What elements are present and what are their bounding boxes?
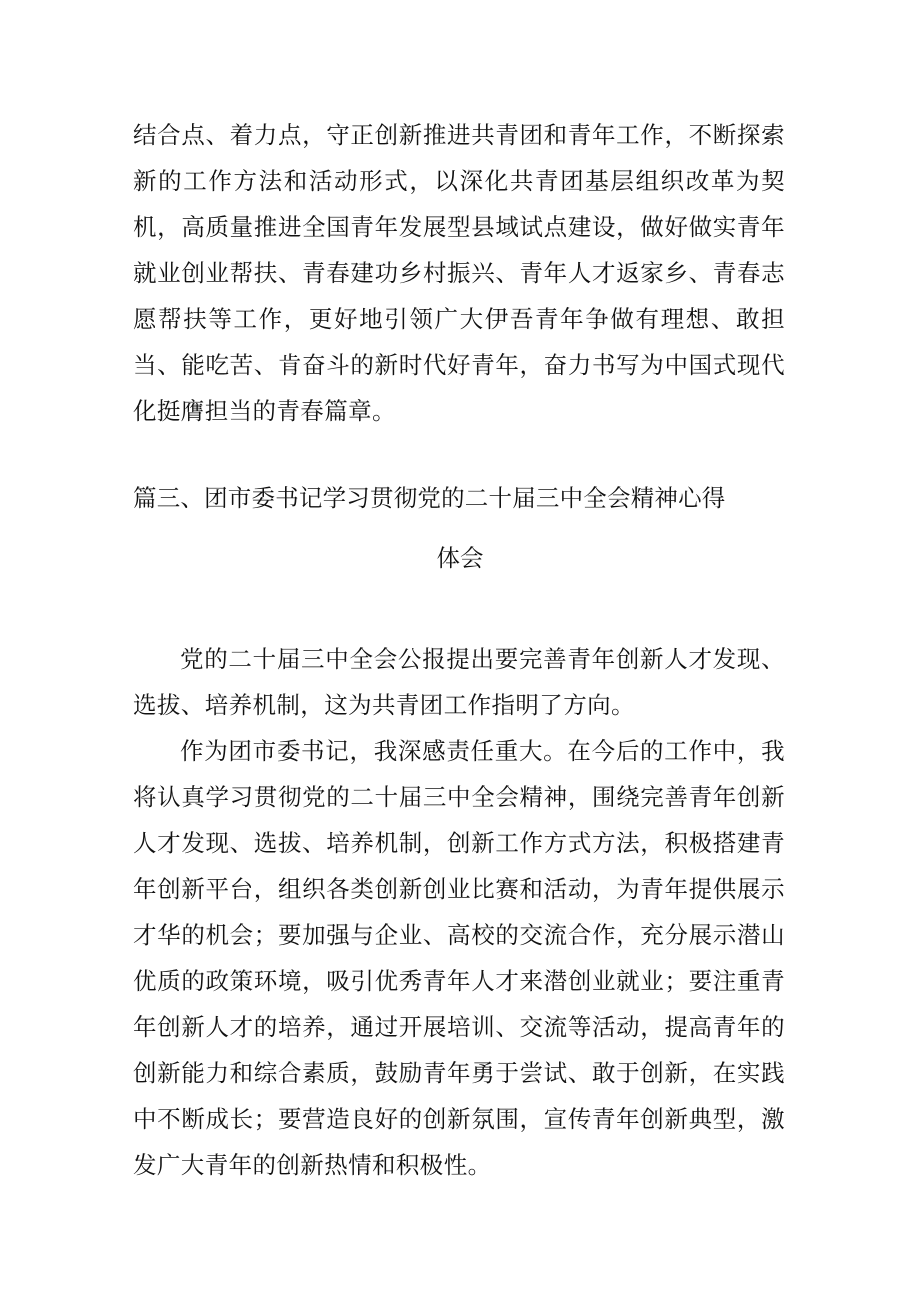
body-paragraph-2: 党的二十届三中全会公报提出要完善青年创新人才发现、选拔、培养机制，这为共青团工作指明了方向。 [133, 645, 785, 719]
section-title-line-1: 篇三、团市委书记学习贯彻党的二十届三中全会精神心得 [133, 484, 726, 512]
body-paragraph-3: 作为团市委书记，我深感责任重大。在今后的工作中，我将认真学习贯彻党的二十届三中全会精神，围绕完善青年创新人才发现、选拔、培养机制，创新工作方式方法，积极搭建青年创新平台，组织各类创新创业比赛和活动，为青年提供展示才华的机会；要加强与企业、高校的交流合作，充分展示潜山优质的政策环境，吸引优秀青年人才来潜创业就业；要注重青年创新人才的培养，通过开展培训、交流等活动，提高青年的创新能力和综合素质，鼓励青年勇于尝试、敢于创新，在实践中不断成长；要营造良好的创新氛围，宣传青年创新典型，激发广大青年的创新热情和积极性。 [133, 737, 785, 1179]
body-paragraph-1: 结合点、着力点，守正创新推进共青团和青年工作，不断探索新的工作方法和活动形式，以深化共青团基层组织改革为契机，高质量推进全国青年发展型县域试点建设，做好做实青年就业创业帮扶、青春建功乡村振兴、青年人才返家乡、青春志愿帮扶等工作，更好地引领广大伊吾青年争做有理想、敢担当、能吃苦、肯奋斗的新时代好青年，奋力书写为中国式现代化挺膺担当的青春篇章。 [133, 121, 785, 425]
section-title-line-2: 体会 [436, 544, 484, 572]
